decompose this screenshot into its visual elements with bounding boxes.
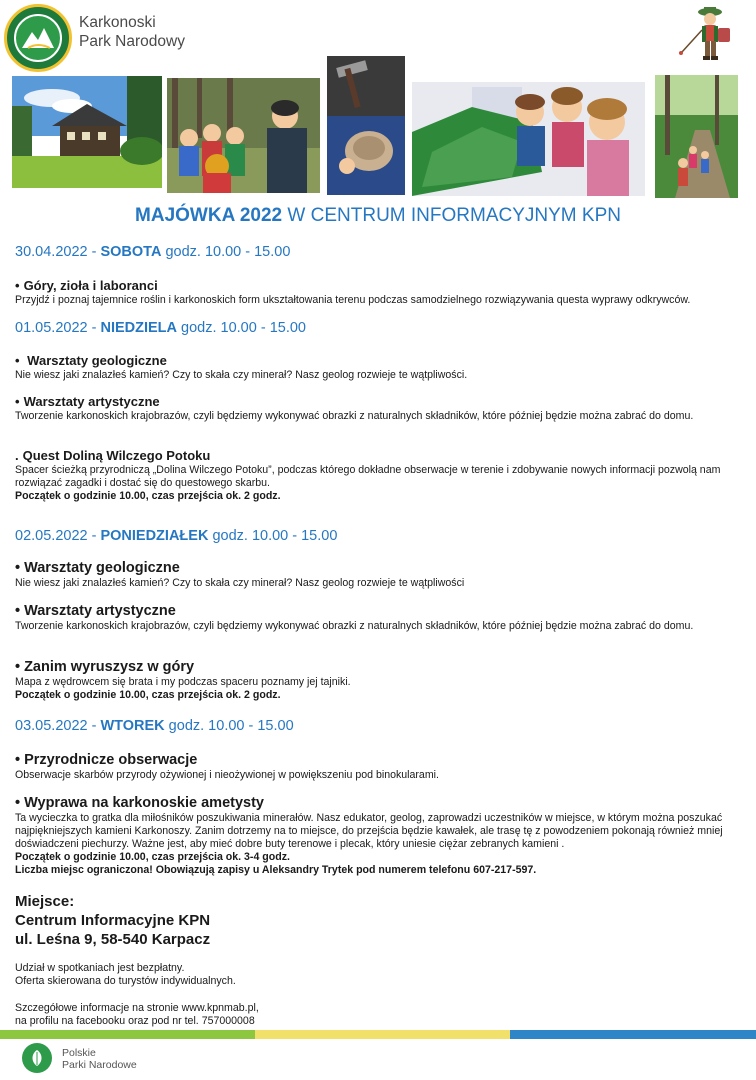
day-heading <box>15 320 306 336</box>
activity-title-text: Przyrodnicze obserwacje <box>24 752 198 768</box>
venue <box>15 892 210 949</box>
hiker-mascot-illustration <box>672 4 742 66</box>
activity-title: • Warsztaty artystyczne <box>15 394 160 409</box>
day-weekday: SOBOTA <box>100 244 162 260</box>
day-hours: godz. 10.00 - 15.00 <box>177 320 306 336</box>
activity <box>15 394 744 423</box>
activity <box>15 602 744 633</box>
activity <box>15 278 744 307</box>
ppn-logo <box>22 1043 52 1073</box>
activity-note: Początek o godzinie 10.00, czas przejścia ok. 3-4 godz. <box>15 851 290 863</box>
day-weekday: NIEDZIELA <box>100 320 177 336</box>
activity-desc: Przyjdź i poznaj tajemnice roślin i karkonoskich form ukształtowania terenu podczas samodzielnego rozwiązywania questa wyprawy odkrywców. <box>15 294 691 306</box>
venue-label: Miejsce: <box>15 893 75 910</box>
activity-title-text: Warsztaty geologiczne <box>24 560 180 576</box>
org-name-line1: Karkonoski <box>79 14 156 31</box>
mountain-icon <box>20 20 56 56</box>
day-weekday: WTOREK <box>100 718 165 734</box>
activity-title: • Zanim wyruszysz w góry <box>15 659 195 675</box>
activity-title-text: Góry, zioła i laboranci <box>23 278 158 293</box>
footer-stripe-yellow <box>255 1030 510 1039</box>
activity-title-text: Warsztaty geologiczne <box>23 353 167 368</box>
day-heading <box>15 528 337 544</box>
day-date: 02.05.2022 - <box>15 528 101 544</box>
info-line: na profilu na facebooku oraz pod nr tel. 757000008 <box>15 1015 255 1027</box>
venue-name: Centrum Informacyjne KPN <box>15 912 211 929</box>
activity-title: . Quest Doliną Wilczego Potoku <box>15 448 211 463</box>
activity <box>15 448 744 503</box>
activity-desc: Spacer ścieżką przyrodniczą „Dolina Wilczego Potoku”, podczas którego dokładne obserwacje w terenie i zdobywanie nowych informacji pozwolą nam rozwiązać zagadki i dostać się do questowego skarbu. <box>15 464 721 489</box>
info-line: Szczegółowe informacje na stronie www.kpnmab.pl, <box>15 1002 259 1014</box>
footer-stripe-green <box>0 1030 255 1039</box>
info-free <box>15 962 236 988</box>
activity <box>15 751 744 782</box>
title-bold: MAJÓWKA 2022 <box>135 205 283 226</box>
day-hours: godz. 10.00 - 15.00 <box>164 718 294 734</box>
info-line: Udział w spotkaniach jest bezpłatny. <box>15 962 185 974</box>
photo-children-map <box>412 82 645 196</box>
day-date: 30.04.2022 - <box>15 244 101 260</box>
photo-mountain-house <box>12 76 162 188</box>
activity-title-text: Quest Doliną Wilczego Potoku <box>22 448 211 463</box>
activity-title: • Warsztaty geologiczne <box>15 560 180 576</box>
photo-children-group <box>167 78 320 193</box>
title-rest: W CENTRUM INFORMACYJNYM KPN <box>282 205 621 226</box>
day-weekday: PONIEDZIAŁEK <box>100 528 209 544</box>
activity-title-text: Warsztaty artystyczne <box>24 603 176 619</box>
org-name <box>79 13 185 51</box>
activity-desc: Tworzenie karkonoskich krajobrazów, czyli będziemy wykonywać obrazki z naturalnych składników, które później będzie można zabrać do domu. <box>15 620 694 632</box>
activity-title: • Wyprawa na karkonoskie ametysty <box>15 795 264 811</box>
activity-title: • Przyrodnicze obserwacje <box>15 752 198 768</box>
org-name-line2: Park Narodowy <box>79 33 185 50</box>
activity-title-text: Wyprawa na karkonoskie ametysty <box>24 795 264 811</box>
footer-line2: Parki Narodowe <box>62 1059 137 1071</box>
activity-desc: Obserwacje skarbów przyrody ożywionej i nieożywionej w powiększeniu pod binokularami. <box>15 769 439 781</box>
day-heading <box>15 718 294 734</box>
info-contact <box>15 1002 259 1028</box>
activity-desc: Nie wiesz jaki znalazłeś kamień? Czy to skała czy minerał? Nasz geolog rozwieje te wątpliwości. <box>15 369 468 381</box>
activity-note: Liczba miejsc ograniczona! Obowiązują zapisy u Aleksandry Trytek pod numerem telefonu 607-217-597. <box>15 864 537 876</box>
footer-stripe-blue <box>510 1030 756 1039</box>
activity <box>15 559 744 590</box>
activity-title-text: Warsztaty artystyczne <box>23 394 160 409</box>
footer-org-name <box>62 1047 137 1071</box>
leaf-icon <box>27 1048 47 1068</box>
activity <box>15 353 744 382</box>
day-heading <box>15 244 290 260</box>
activity <box>15 794 744 877</box>
activity-title: • Góry, zioła i laboranci <box>15 278 158 293</box>
activity-note: Początek o godzinie 10.00, czas przejścia ok. 2 godz. <box>15 689 281 701</box>
venue-address: ul. Leśna 9, 58-540 Karpacz <box>15 931 211 948</box>
footer-line1: Polskie <box>62 1047 96 1059</box>
kpn-logo <box>4 4 72 72</box>
day-hours: godz. 10.00 - 15.00 <box>208 528 338 544</box>
activity-desc: Mapa z wędrowcem się brata i my podczas spaceru poznamy jej tajniki. <box>15 676 351 688</box>
activity-title-text: Zanim wyruszysz w góry <box>24 659 195 675</box>
activity-title: • Warsztaty geologiczne <box>15 353 167 368</box>
day-date: 03.05.2022 - <box>15 718 101 734</box>
activity-note: Początek o godzinie 10.00, czas przejścia ok. 2 godz. <box>15 490 281 502</box>
activity <box>15 658 744 702</box>
info-line: Oferta skierowana do turystów indywidualnych. <box>15 975 236 987</box>
photo-geology-hammer <box>327 56 405 195</box>
activity-title: • Warsztaty artystyczne <box>15 603 176 619</box>
activity-desc: Nie wiesz jaki znalazłeś kamień? Czy to skała czy minerał? Nasz geolog rozwieje te wątpliwości <box>15 577 465 589</box>
day-date: 01.05.2022 - <box>15 320 101 336</box>
activity-desc: Ta wycieczka to gratka dla miłośników poszukiwania minerałów. Nasz edukator, geolog, zaprowadzi uczestników w miejsce, w którym można poszukać najpiękniejszych kamieni Karkonoszy. Zanim dotrzemy na to miejsce, do przejścia będzie kawałek, ale trasę tę z powodzeniem pokonają również mniej doświadczeni piechurzy. Ważne jest, aby mieć dobre buty terenowe i plecak, który uniesie ciężar zebranych kamieni . <box>15 812 723 850</box>
activity-desc: Tworzenie karkonoskich krajobrazów, czyli będziemy wykonywać obrazki z naturalnych składników, które później będzie można zabrać do domu. <box>15 410 694 422</box>
day-hours: godz. 10.00 - 15.00 <box>161 244 291 260</box>
page-title <box>0 205 756 227</box>
photo-forest-trail <box>655 75 738 198</box>
